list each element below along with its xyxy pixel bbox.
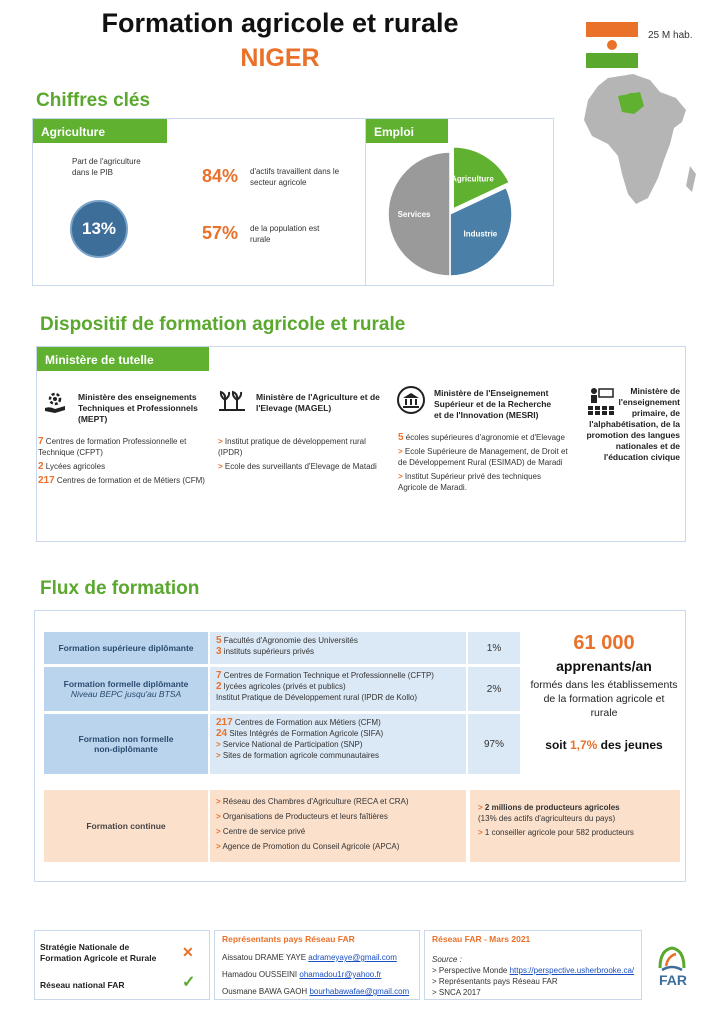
source1-link[interactable]: https://perspective.usherbrooke.ca/ xyxy=(509,966,635,975)
magel-ecole-text: Ecole des surveillants d'Elevage de Matadi xyxy=(224,462,377,471)
rep3-name: Ousmane BAWA GAOH xyxy=(222,987,308,996)
stat-actifs-label: d'actifs travaillent dans le secteur agricole xyxy=(250,167,340,187)
source-label: Source : xyxy=(432,955,462,964)
rep1-email-link[interactable]: adrameyaye@gmail.com xyxy=(308,953,397,962)
emploi-tab: Emploi xyxy=(366,119,448,143)
mept-cfm-text: Centres de formation et de Métiers (CFM) xyxy=(56,476,205,485)
check-icon: ✓ xyxy=(182,974,196,991)
plant-icon xyxy=(218,388,246,412)
apprenants-desc: formés dans les établissements de la formation agricole et rurale xyxy=(530,679,678,719)
mept-cfpt-text: Centres de formation Professionnelle et Technique (CFPT) xyxy=(38,437,187,457)
row-superieure-label: Formation supérieure diplômante xyxy=(44,632,208,664)
source-title: Réseau FAR - Mars 2021 xyxy=(432,934,531,944)
section-flux-title: Flux de formation xyxy=(40,578,200,599)
mesri-esimad-text: Ecole Supérieure de Management, de Droit et de Développement Rural (ESIMAD) de Maradi xyxy=(398,447,568,467)
stat-rurale-value: 57% xyxy=(202,223,239,243)
pib-label: Part de l'agriculture dans le PIB xyxy=(72,157,141,177)
magel-ipdr-text: Institut pratique de développement rural (IPDR) xyxy=(218,437,366,457)
row-superieure-pct: 1% xyxy=(468,632,520,664)
far-logo-text: FAR xyxy=(659,972,687,988)
rep2-name: Hamadou OUSSEINI xyxy=(222,970,298,979)
mept-count-cfpt: 7 xyxy=(38,436,44,447)
mesri-institut-text: Institut Supérieur privé des techniques Agricole de Maradi. xyxy=(398,472,541,492)
source2: > Représentants pays Réseau FAR xyxy=(432,977,558,986)
far-logo-icon xyxy=(656,944,688,972)
jeunes-share: soit 1,7% des jeunes xyxy=(545,738,663,752)
stat-actifs-value: 84% xyxy=(202,166,239,186)
pie-label-industrie: Industrie xyxy=(463,229,498,239)
section-chiffres-title: Chiffres clés xyxy=(36,90,151,111)
mesri-ecoles-text: écoles supérieures d'agronomie et d'Elevage xyxy=(405,433,565,442)
mept-count-lycees: 2 xyxy=(38,461,44,472)
formation-continue-list: > Réseau des Chambres d'Agriculture (RECA et CRA) > Organisations de Producteurs et leurs faîtières > Centre de service privé > Agence de Promotion du Conseil Agricole (APCA) xyxy=(210,790,466,862)
page-title: Formation agricole et rurale xyxy=(101,8,459,38)
row-formelle-pct: 2% xyxy=(468,667,520,711)
emploi-pie-chart xyxy=(380,142,520,282)
agriculture-tab: Agriculture xyxy=(33,119,167,143)
rep2-email-link[interactable]: ohamadou1r@yahoo.fr xyxy=(299,970,382,979)
ministry-mept-name: Ministère des enseignements Techniques et Professionnels (MEPT) xyxy=(78,392,198,424)
mept-count-cfm: 217 xyxy=(38,475,55,486)
mept-lycees-text: Lycées agricoles xyxy=(45,462,106,471)
stat-rurale-label: de la population est rurale xyxy=(250,224,320,244)
population: 25 M hab. xyxy=(648,30,693,41)
section-dispositif-title: Dispositif de formation agricole et rurale xyxy=(40,314,406,335)
ministry-primaire-name: Ministère de l'enseignement primaire, de l'alphabétisation, de la promotion des langues nationales et de l'éducation civique xyxy=(586,386,680,462)
ministere-tab: Ministère de tutelle xyxy=(37,347,209,371)
pib-circle xyxy=(70,200,128,258)
niger-flag-icon xyxy=(586,22,638,68)
pie-label-agriculture: Agriculture xyxy=(451,174,494,184)
pib-value: 13% xyxy=(81,219,117,238)
mesri-count-ecoles: 5 xyxy=(398,432,404,443)
ministry-magel-name: Ministère de l'Agriculture et de l'Elevage (MAGEL) xyxy=(256,392,380,413)
row-nonformelle-body: 217 Centres de Formation aux Métiers (CFM) 24 Sites Intégrés de Formation Agricole (SIFA) > Service National de Participation (SNP) > Sites de formation agricole communautaires xyxy=(210,714,466,774)
gear-hand-icon xyxy=(42,390,68,414)
apprenants-number: 61 000 xyxy=(573,632,635,654)
rep1-name: Aissatou DRAME YAYE xyxy=(222,953,307,962)
row-formelle-body: 7 Centres de Formation Technique et Professionnelle (CFTP) 2 lycées agricoles (privés et publics) Institut Pratique de Développement rural (IPDR de Kollo) xyxy=(210,667,466,711)
strategy-label: Stratégie Nationale de Formation Agricole et Rurale xyxy=(40,942,157,963)
apprenants-unit: apprenants/an xyxy=(556,658,652,674)
university-icon xyxy=(396,386,426,414)
source1-prefix: > Perspective Monde xyxy=(432,966,508,975)
ministry-mesri-name: Ministère de l'Enseignement Supérieur et de la Recherche et de l'Innovation (MESRI) xyxy=(434,388,552,420)
africa-map-icon xyxy=(578,70,698,210)
source3: > SNCA 2017 xyxy=(432,988,481,997)
row-formelle-label: Formation formelle diplômante Niveau BEPC jusqu'au BTSA xyxy=(44,667,208,711)
pie-label-services: Services xyxy=(397,210,431,219)
reseau-label: Réseau national FAR xyxy=(40,980,125,990)
representants-title: Représentants pays Réseau FAR xyxy=(222,934,355,944)
formation-continue-stats: > 2 millions de producteurs agricoles (13% des actifs d'agriculteurs du pays) > 1 conseiller agricole pour 582 producteurs xyxy=(470,790,680,862)
rep3-email-link[interactable]: bourhabawafae@gmail.com xyxy=(309,987,410,996)
row-nonformelle-pct: 97% xyxy=(468,714,520,774)
formation-continue-label: Formation continue xyxy=(44,790,208,862)
cross-icon: ✕ xyxy=(182,944,194,960)
row-nonformelle-label: Formation non formelle non-diplômante xyxy=(44,714,208,774)
country-name: NIGER xyxy=(240,44,320,72)
row-superieure-body: 5 Facultés d'Agronomie des Universités 3 instituts supérieurs privés xyxy=(210,632,466,664)
